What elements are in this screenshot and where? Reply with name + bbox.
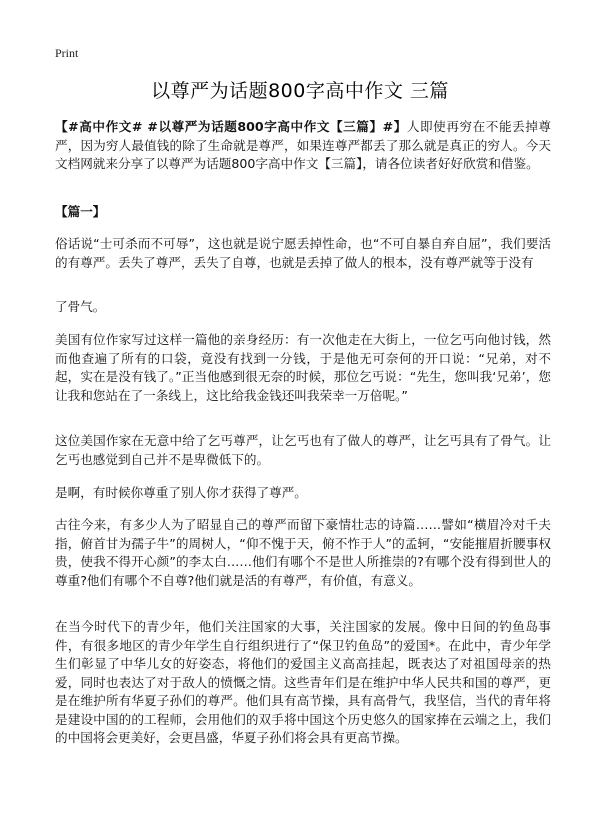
paragraph-7: 在当今时代下的青少年，他们关注国家的大事，关注国家的发展。像中日间的钓鱼岛事件，有很多地区的青少年学生自行组织进行了“保卫钓鱼岛”的爱国*。在此中，青少年学生们彰显了中华儿女的好姿态，将他们的爱国主义高高挂起，既表达了对祖国母亲的热爱，同时也表达了对于敌人的愤慨之情。这些青年们是在维护中华人民共和国的尊严，更是在维护所有华夏子孙们的尊严。他们具有高节操，具有高骨气，我坚信，当代的青年将是建设中国的的工程师，会用他们的双手将中国这个历史悠久的国家捧在云端之上，我们的中国将会更美好，会更昌盛，华夏子孙们将会具有更高节操。 (55, 619, 551, 745)
section-heading: 【篇一】 (55, 204, 106, 219)
intro-tags: 【#高中作文# #以尊严为话题800字高中作文【三篇】#】 (55, 119, 407, 134)
paragraph-6: 古往今来，有多少人为了昭显自己的尊严而留下豪情壮志的诗篇……譬如“横眉冷对千夫指，俯首甘为孺子牛”的周树人，“仰不愧于天，俯不怍于人”的孟轲，“安能摧眉折腰事权贵，使我不得开心颜”的李太白……他们有哪个不是世人所推崇的?有哪个没有得到世人的尊重?他们有哪个不自尊?他们就是活的有尊严，有价值，有意义。 (55, 517, 551, 588)
paragraph-4: 这位美国作家在无意中给了乞丐尊严，让乞丐也有了做人的尊严，让乞丐具有了骨气。让乞丐也感觉到自己并不是卑微低下的。 (55, 433, 551, 467)
paragraph-2: 了骨气。 (55, 299, 106, 314)
paragraph-3: 美国有位作家写过这样一篇他的亲身经历：有一次他走在大街上，一位乞丐向他讨钱，然而他查遍了所有的口袋，竟没有找到一分钱，于是他无可奈何的开口说：“兄弟，对不起，实在是没有钱了。”正当他感到很无奈的时候，那位乞丐说：“先生，您叫我‘兄弟’，您让我和您站在了一条线上，这比给我金钱还叫我荣幸一万倍呢。” (55, 332, 551, 403)
paragraph-1: 俗话说“士可杀而不可辱”，这也就是说宁愿丢掉性命，也“不可自暴自弃自屈”，我们要活的有尊严。丢失了尊严，丢失了自尊，也就是丢掉了做人的根本，没有尊严就等于没有 (55, 236, 551, 270)
print-link[interactable]: Print (55, 46, 79, 60)
intro-text: 人即使再穷在不能丢掉尊严，因为穷人最值钱的除了生命就是尊严，如果连尊严都丢了那么就是真正的穷人。今天文档网就来分享了以尊严为话题800字高中作文【三篇】，请各位读者好好欣赏和借鉴。 (55, 119, 551, 171)
intro-paragraph (55, 118, 551, 174)
paragraph-5: 是啊，有时候你尊重了别人你才获得了尊严。 (55, 485, 307, 500)
page-title: 以尊严为话题800字高中作文 三篇 (151, 80, 449, 102)
